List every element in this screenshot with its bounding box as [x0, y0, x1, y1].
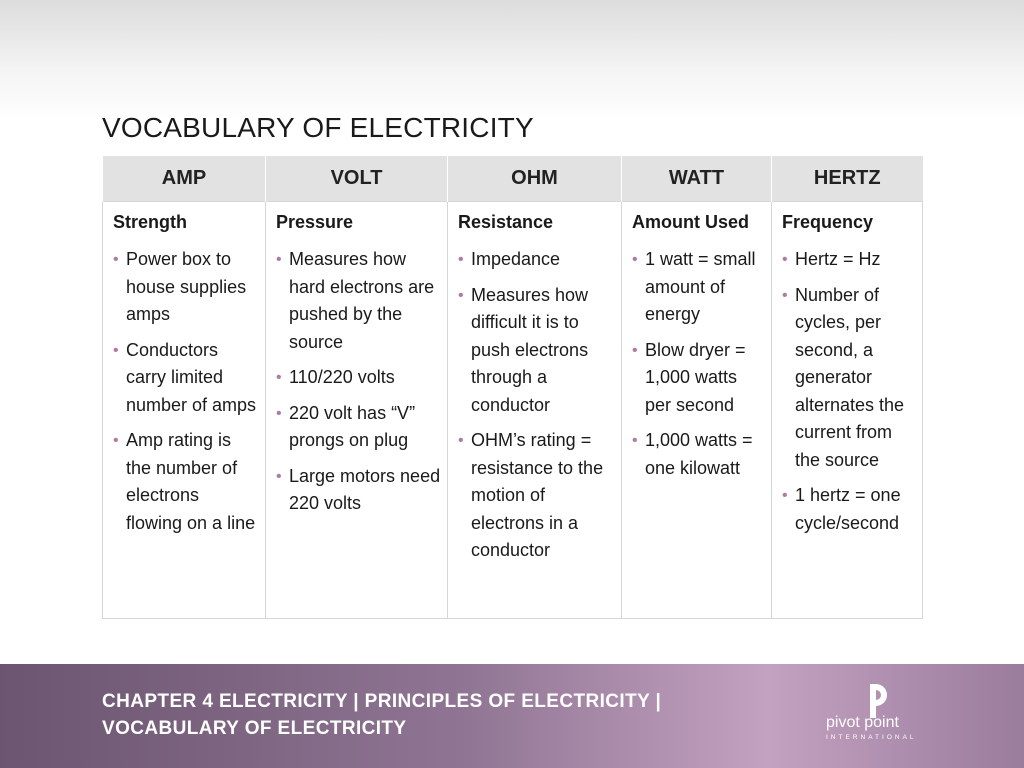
ohm-term: Resistance: [458, 212, 554, 232]
list-item: • Conductors carry limited number of amps: [113, 337, 259, 420]
logo-subtitle: INTERNATIONAL: [826, 734, 917, 741]
vocabulary-table: [102, 156, 923, 619]
volt-points: [276, 246, 441, 518]
list-item: • Power box to house supplies amps: [113, 246, 259, 329]
list-item: • Measures how difficult it is to push electrons through a conductor: [458, 282, 615, 420]
list-item: • Impedance: [458, 246, 615, 274]
ohm-points: [458, 246, 615, 565]
volt-cell: [266, 202, 448, 619]
watt-cell: [622, 202, 772, 619]
list-item: • OHM’s rating = resistance to the motion of electrons in a conductor: [458, 427, 615, 565]
ohm-cell: [448, 202, 622, 619]
pivot-point-logo: [822, 684, 932, 750]
list-item: • Large motors need 220 volts: [276, 463, 441, 518]
list-item: • Blow dryer = 1,000 watts per second: [632, 337, 765, 420]
hertz-cell: [772, 202, 923, 619]
column-header-volt: VOLT: [266, 156, 448, 202]
table-row: [103, 202, 923, 619]
column-header-amp: AMP: [103, 156, 266, 202]
amp-points: [113, 246, 259, 537]
list-item: • 220 volt has “V” prongs on plug: [276, 400, 441, 455]
logo-wordmark: pivot point: [826, 714, 899, 731]
volt-term: Pressure: [276, 212, 354, 232]
slide-title: VOCABULARY OF ELECTRICITY: [102, 112, 534, 143]
pivot-point-logo-icon: [870, 684, 894, 718]
list-item: • Measures how hard electrons are pushed by the source: [276, 246, 441, 356]
hertz-points: [782, 246, 916, 537]
watt-term: Amount Used: [632, 212, 749, 232]
footer-chapter-text: CHAPTER 4 ELECTRICITY | PRINCIPLES OF ELECTRICITY | VOCABULARY OF ELECTRICITY: [102, 691, 662, 739]
column-header-watt: WATT: [622, 156, 772, 202]
table-header-row: [103, 156, 923, 202]
amp-term: Strength: [113, 212, 187, 232]
column-header-ohm: OHM: [448, 156, 622, 202]
footer-banner: [0, 664, 1024, 768]
list-item: • Number of cycles, per second, a generator alternates the current from the source: [782, 282, 916, 475]
list-item: • Hertz = Hz: [782, 246, 916, 274]
watt-points: [632, 246, 765, 482]
list-item: • 1 hertz = one cycle/second: [782, 482, 916, 537]
list-item: • 1 watt = small amount of energy: [632, 246, 765, 329]
column-header-hertz: HERTZ: [772, 156, 923, 202]
hertz-term: Frequency: [782, 212, 874, 232]
list-item: • 1,000 watts = one kilowatt: [632, 427, 765, 482]
list-item: • Amp rating is the number of electrons flowing on a line: [113, 427, 259, 537]
list-item: • 110/220 volts: [276, 364, 441, 392]
amp-cell: [103, 202, 266, 619]
